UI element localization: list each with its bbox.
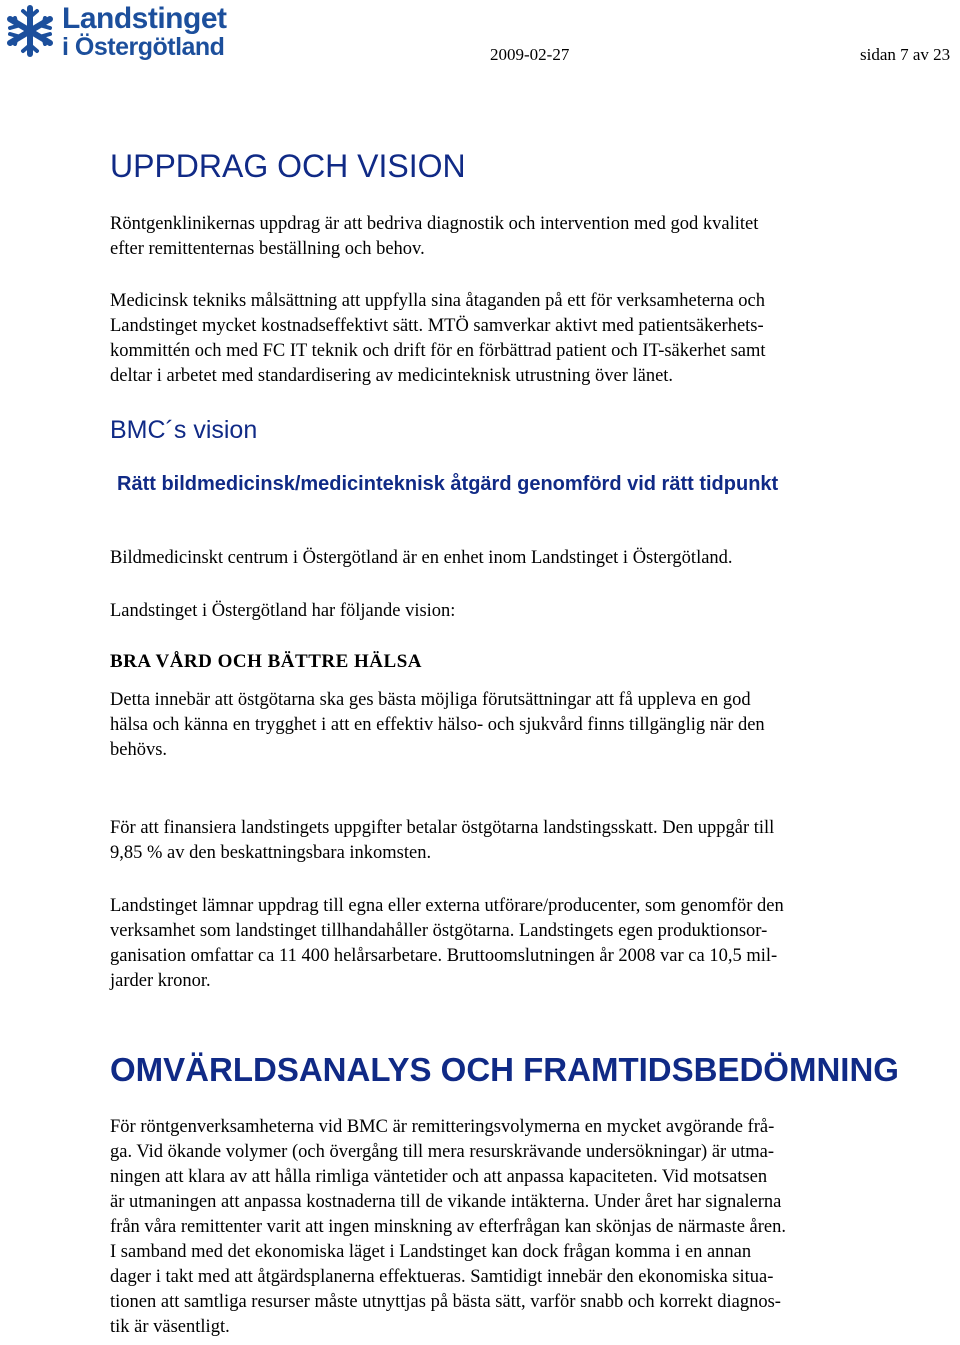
text-line: Landstinget lämnar uppdrag till egna eller externa utförare/producenter, som genomför den <box>110 896 784 916</box>
text-line: För att finansiera landstingets uppgifter betalar östgötarna landstingsskatt. Den uppgår till <box>110 818 775 838</box>
text-line: 9,85 % av den beskattningsbara inkomsten. <box>110 843 432 863</box>
text-line: verksamhet som landstinget tillhandahåller östgötarna. Landstingets egen produktionsor- <box>110 921 768 941</box>
text-line: Landstinget i Östergötland har följande vision: <box>110 601 456 621</box>
text-line: tionen att samtliga resurser måste utnyttjas på bästa sätt, varför snabb och korrekt diagnos- <box>110 1292 781 1312</box>
section-heading-uppdrag: UPPDRAG OCH VISION <box>110 148 466 184</box>
text-line: tik är väsentligt. <box>110 1317 230 1337</box>
text-line: dager i takt med att åtgärdsplanerna effektueras. Samtidigt innebär den ekonomiska situa- <box>110 1267 774 1287</box>
text-line: behövs. <box>110 740 168 760</box>
text-line: hälsa och känna en trygghet i att en effektiv hälso- och sjukvård finns tillgänglig när den <box>110 715 765 735</box>
paragraph-medicinsk-teknik <box>110 289 935 389</box>
text-line: Landstinget mycket kostnadseffektivt sätt. MTÖ samverkar aktivt med patientsäkerhets- <box>110 316 764 336</box>
page-number: sidan 7 av 23 <box>860 45 951 64</box>
text-line: är utmaningen att anpassa kostnaderna till de vikande intäkterna. Under året har signalerna <box>110 1192 782 1212</box>
text-line: deltar i arbetet med standardisering av medicinteknisk utrustning över länet. <box>110 366 674 386</box>
text-line: efter remittenternas beställning och behov. <box>110 239 425 259</box>
header-date: 2009-02-27 <box>490 45 570 64</box>
text-line: ganisation omfattar ca 11 400 helårsarbetare. Bruttoomslutningen år 2008 var ca 10,5 mil- <box>110 946 778 966</box>
text-line: Medicinsk tekniks målsättning att uppfylla sina åtaganden på ett för verksamheterna och <box>110 291 766 311</box>
paragraph-vision-intro <box>110 599 935 624</box>
text-line: I samband med det ekonomiska läget i Landstinget kan dock frågan komma i en annan <box>110 1242 752 1262</box>
landstinget-logo <box>2 2 247 64</box>
subheading-bmc-vision: BMC´s vision <box>110 416 258 444</box>
paragraph-uppdrag <box>110 212 935 262</box>
vision-statement: Rätt bildmedicinsk/medicinteknisk åtgärd genomförd vid rätt tidpunkt <box>117 473 779 495</box>
text-line: jarder kronor. <box>110 971 211 991</box>
text-line: kommittén och med FC IT teknik och drift för en förbättrad patient och IT-säkerhet samt <box>110 341 766 361</box>
text-line: ga. Vid ökande volymer (och övergång till mera resurskrävande undersökningar) är utma- <box>110 1142 774 1162</box>
paragraph-omvarldsanalys <box>110 1115 935 1340</box>
snowflake-emblem-icon <box>2 2 58 60</box>
text-line: För röntgenverksamheterna vid BMC är remitteringsvolymerna en mycket avgörande frå- <box>110 1117 775 1137</box>
text-line: Detta innebär att östgötarna ska ges bästa möjliga förutsättningar att få uppleva en god <box>110 690 751 710</box>
paragraph-bmc-enhet <box>110 546 935 571</box>
text-line: Röntgenklinikernas uppdrag är att bedriva diagnostik och intervention med god kvalitet <box>110 214 759 234</box>
logo-wordmark-line2: i Östergötland <box>62 33 225 61</box>
vision-slogan: BRA VÅRD OCH BÄTTRE HÄLSA <box>110 651 422 672</box>
section-heading-omvarldsanalys: OMVÄRLDSANALYS OCH FRAMTIDSBEDÖMNING <box>110 1051 899 1088</box>
paragraph-uppdrag-utforare <box>110 894 935 994</box>
paragraph-landstingsskatt <box>110 816 935 866</box>
text-line: ningen att klara av att hålla rimliga väntetider och att anpassa kapaciteten. Vid motsatsen <box>110 1167 768 1187</box>
text-line: från våra remittenter varit att ingen minskning av efterfrågan kan skönjas de närmaste åren. <box>110 1217 786 1237</box>
logo-wordmark-line1: Landstinget <box>62 2 227 35</box>
text-line: Bildmedicinskt centrum i Östergötland är en enhet inom Landstinget i Östergötland. <box>110 548 733 568</box>
paragraph-vision-meaning <box>110 688 935 763</box>
